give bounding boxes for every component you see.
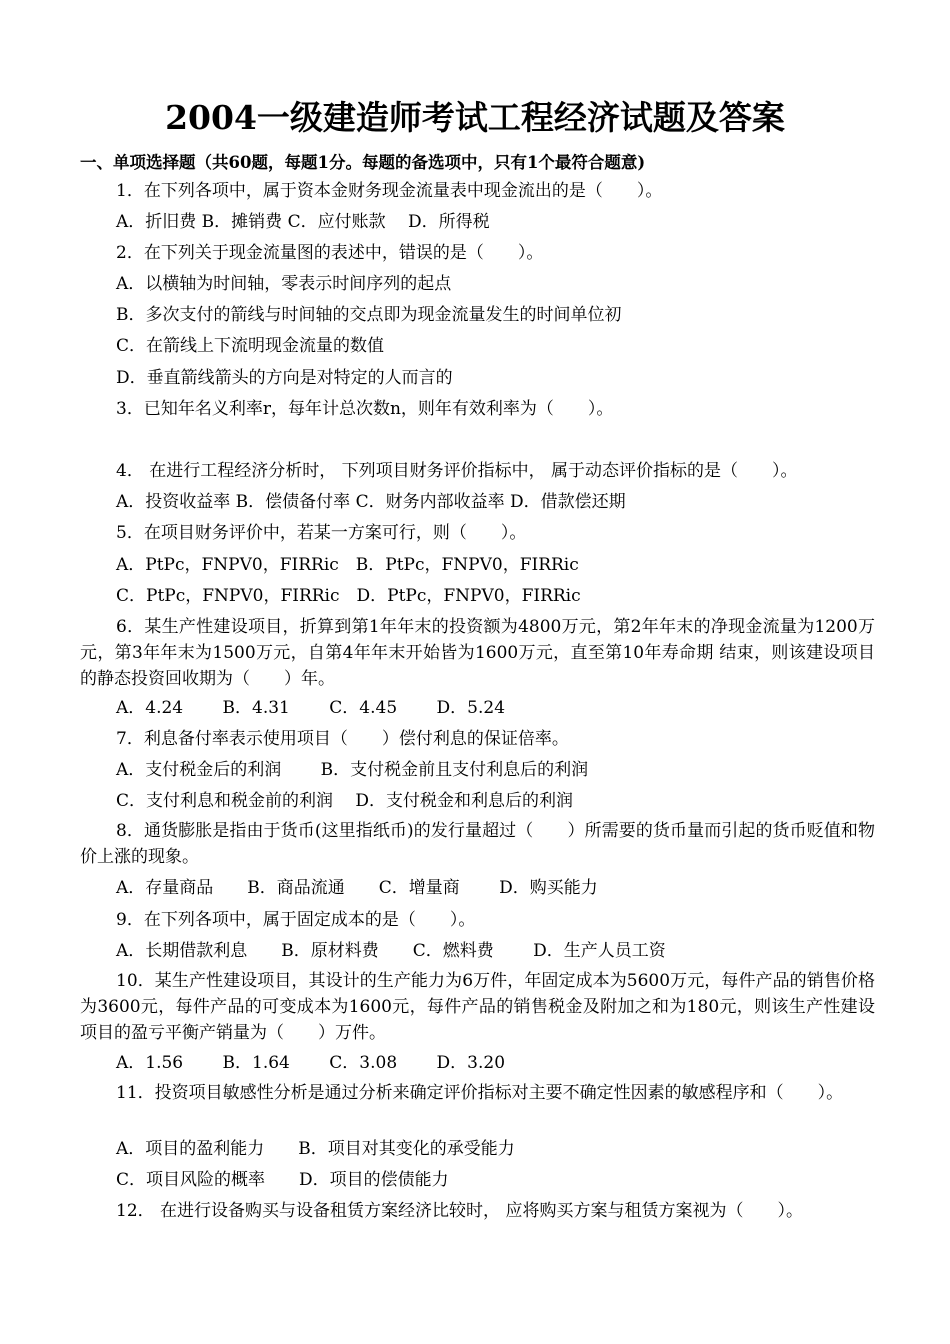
- question-2-option-a: A．以横轴为时间轴，零表示时间序列的起点: [116, 274, 452, 294]
- question-6-stem: 6．某生产性建设项目，折算到第1年年末的投资额为4800万元，第2年年末的净现金流量为1200万元，第3年年末为1500万元，自第4年年末开始皆为1600万元，直至第10年寿命期 结束，则该建设项目的静态投资回收期为（ ）年。: [80, 617, 875, 689]
- question-6-options: A．4.24 B．4.31 C．4.45 D．5.24: [116, 698, 506, 718]
- question-1-options: A．折旧费 B．摊销费 C．应付账款 D．所得税: [116, 212, 490, 232]
- question-4-options: A．投资收益率 B．偿债备付率 C．财务内部收益率 D．借款偿还期: [116, 492, 626, 512]
- question-5-options-cd: C．PtPc，FNPV0，FIRRic D．PtPc，FNPV0，FIRRic: [116, 586, 581, 606]
- question-2-option-c: C．在箭线上下流明现金流量的数值: [116, 336, 385, 356]
- question-3-stem: 3．已知年名义利率r，每年计总次数n，则年有效利率为（ ）。: [116, 399, 614, 419]
- question-7-options-ab: A．支付税金后的利润 B．支付税金前且支付利息后的利润: [116, 760, 589, 780]
- question-11-options-ab: A．项目的盈利能力 B．项目对其变化的承受能力: [116, 1139, 515, 1159]
- question-10-options: A．1.56 B．1.64 C．3.08 D．3.20: [116, 1053, 506, 1073]
- question-1-stem: 1．在下列各项中，属于资本金财务现金流量表中现金流出的是（ ）。: [116, 181, 663, 201]
- question-10-stem: 10．某生产性建设项目，其设计的生产能力为6万件，年固定成本为5600万元，每件产品的销售价格为3600元，每件产品的可变成本为1600元，每件产品的销售税金及附加之和为180元，则该生产性建设项目的盈亏平衡产销量为（ ）万件。: [80, 971, 875, 1043]
- question-5-stem: 5．在项目财务评价中，若某一方案可行，则（ ）。: [116, 523, 527, 543]
- question-4-stem: 4． 在进行工程经济分析时， 下列项目财务评价指标中， 属于动态评价指标的是（ ）。: [116, 461, 798, 481]
- question-11-stem: 11．投资项目敏感性分析是通过分析来确定评价指标对主要不确定性因素的敏感程序和（ ）。: [116, 1083, 844, 1103]
- question-2-option-b: B．多次支付的箭线与时间轴的交点即为现金流量发生的时间单位初: [116, 305, 622, 325]
- question-12-stem: 12． 在进行设备购买与设备租赁方案经济比较时， 应将购买方案与租赁方案视为（ ）。: [116, 1201, 803, 1221]
- question-9-stem: 9．在下列各项中，属于固定成本的是（ ）。: [116, 910, 476, 930]
- question-2-option-d: D．垂直箭线箭头的方向是对特定的人而言的: [116, 368, 453, 388]
- question-9-options: A．长期借款利息 B．原材料费 C．燃料费 D．生产人员工资: [116, 941, 666, 961]
- question-8-stem: 8．通货膨胀是指由于货币(这里指纸币)的发行量超过（ ）所需要的货币量而引起的货币贬值和物价上涨的现象。: [80, 821, 875, 867]
- question-7-stem: 7．利息备付率表示使用项目（ ）偿付利息的保证倍率。: [116, 729, 569, 749]
- question-11-options-cd: C．项目风险的概率 D．项目的偿债能力: [116, 1170, 449, 1190]
- question-2-stem: 2．在下列关于现金流量图的表述中，错误的是（ ）。: [116, 243, 544, 263]
- document-title: 2004一级建造师考试工程经济试题及答案: [165, 98, 785, 137]
- section-heading: 一、单项选择题（共60题，每题1分。每题的备选项中，只有1个最符合题意): [80, 153, 646, 172]
- question-7-options-cd: C．支付利息和税金前的利润 D．支付税金和利息后的利润: [116, 791, 574, 811]
- question-5-options-ab: A．PtPc，FNPV0，FIRRic B．PtPc，FNPV0，FIRRic: [116, 555, 579, 575]
- question-8-options: A．存量商品 B．商品流通 C．增量商 D．购买能力: [116, 878, 598, 898]
